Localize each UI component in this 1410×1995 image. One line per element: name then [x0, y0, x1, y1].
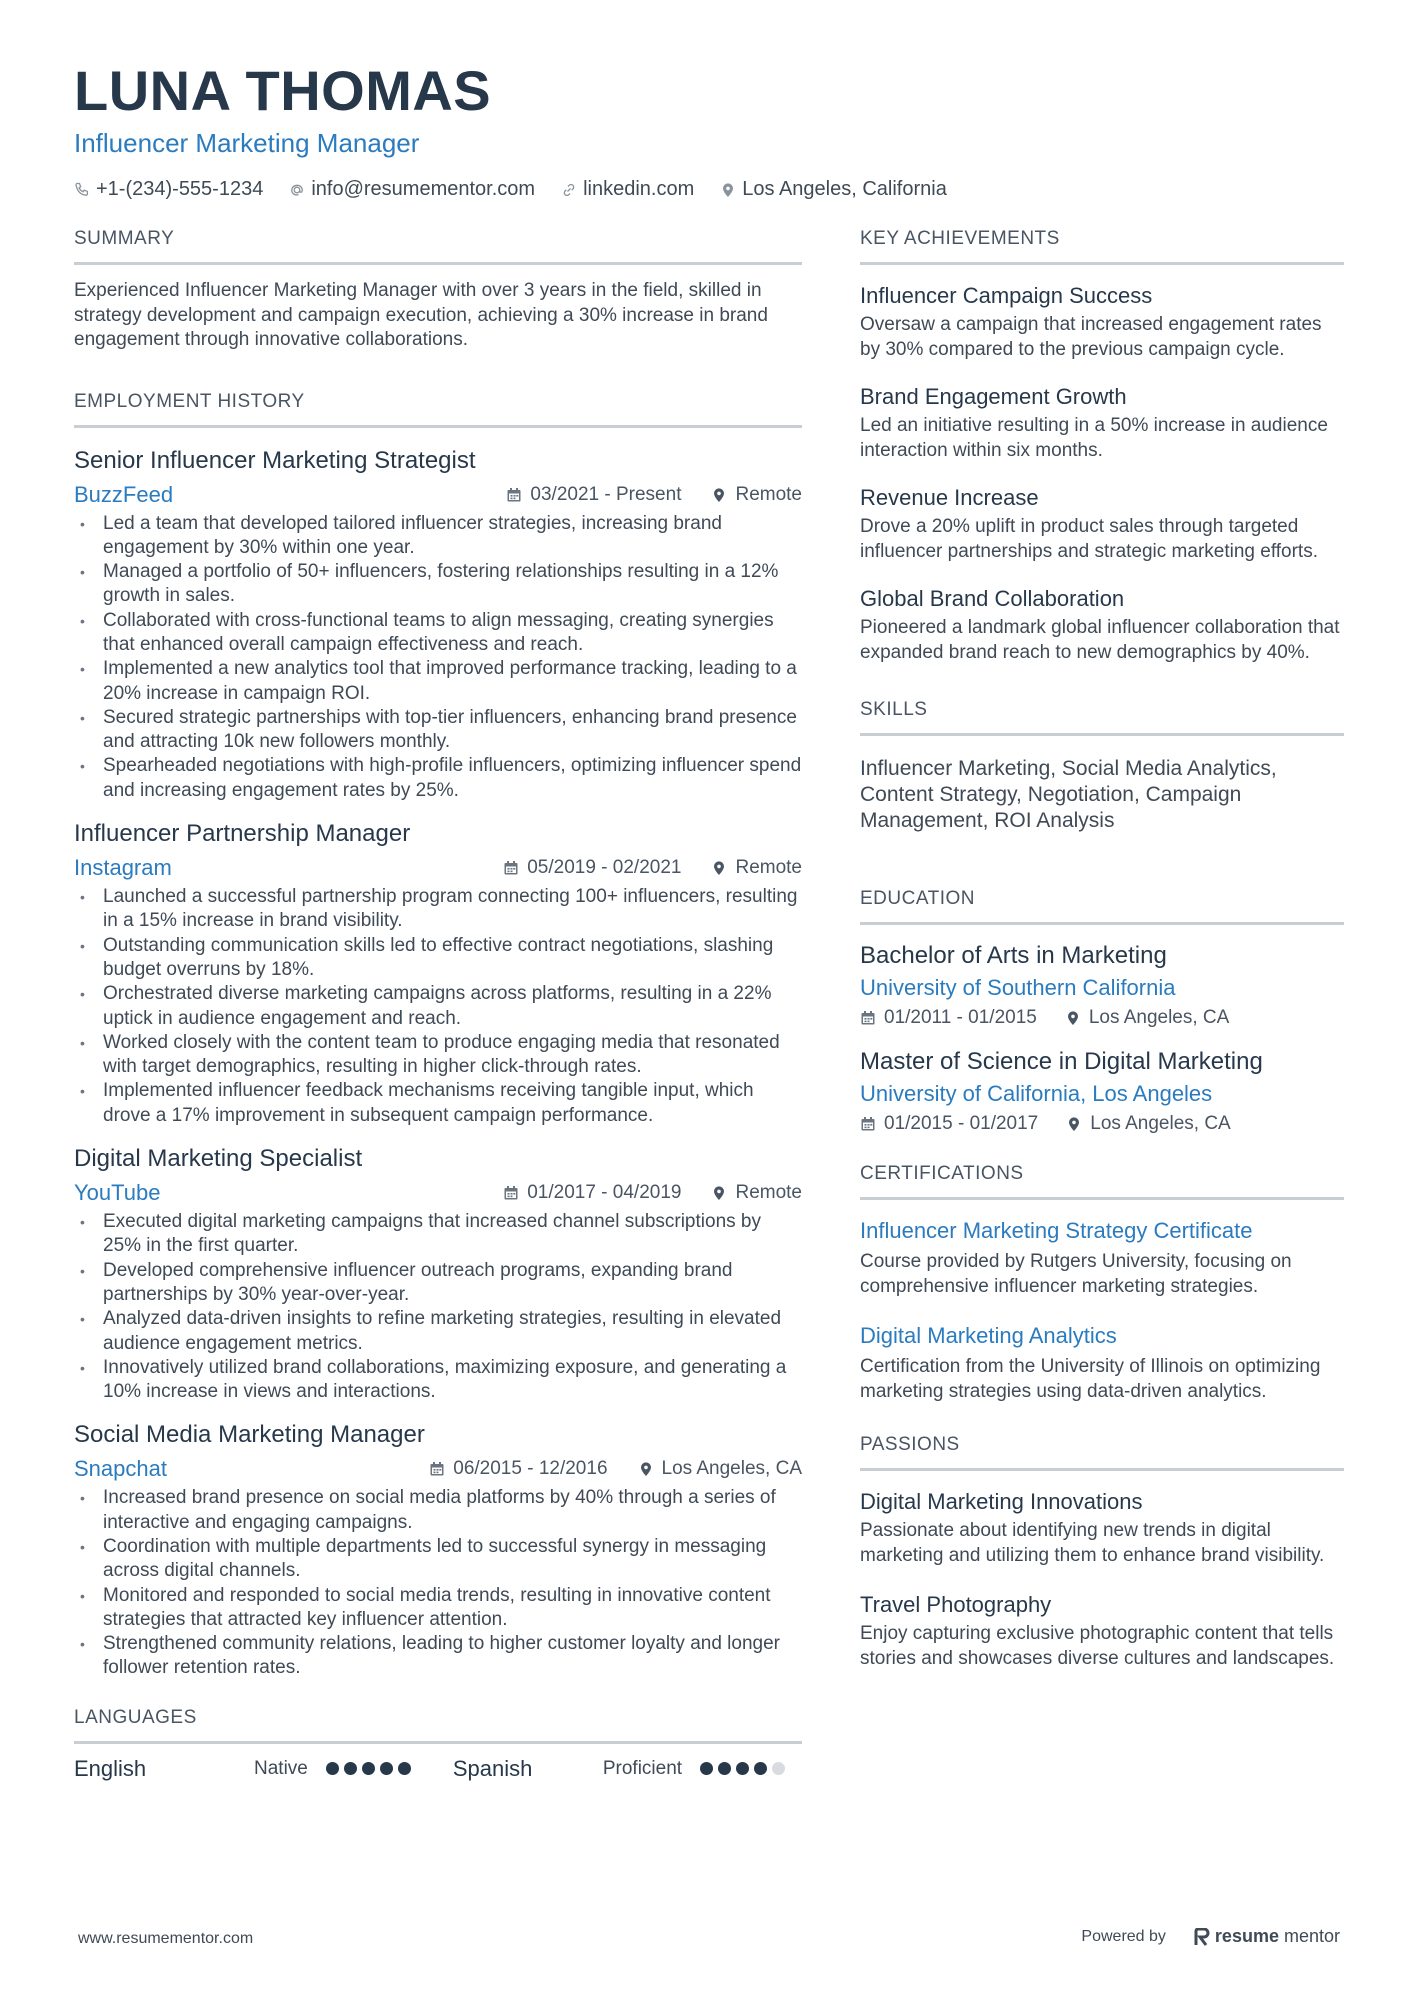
- contact-phone-text: +1-(234)-555-1234: [96, 178, 264, 200]
- rating-dot: [754, 1762, 767, 1775]
- job-bullet: • Outstanding communication skills led to effective contract negotiations, slashing budget overruns by 18%.: [74, 934, 802, 983]
- achievements-section: [860, 224, 1344, 665]
- summary-section: [74, 224, 802, 353]
- map-pin-icon: [711, 1185, 727, 1201]
- job-bullet: • Orchestrated diverse marketing campaigns across platforms, resulting in a 22% uptick in audience engagement and reach.: [74, 982, 802, 1031]
- job-title: Digital Marketing Specialist: [74, 1145, 363, 1173]
- job-title: Social Media Marketing Manager: [74, 1421, 425, 1449]
- skills-section: [860, 695, 1344, 834]
- passion-text: Enjoy capturing exclusive photographic content that tells stories and showcases diverse cultures and landscapes.: [860, 1623, 1335, 1669]
- job-meta: [74, 1178, 802, 1208]
- candidate-title: Influencer Marketing Manager: [74, 128, 420, 158]
- education-location-text: Los Angeles, CA: [1088, 1007, 1230, 1028]
- job-bullets: [74, 1210, 802, 1404]
- brand-name-bold: resume: [1214, 1926, 1279, 1946]
- education-dates: [860, 1113, 1038, 1135]
- rating-dot: [772, 1762, 785, 1775]
- map-pin-icon: [638, 1461, 654, 1477]
- achievement-item: [860, 281, 1344, 362]
- job-location: [711, 484, 802, 506]
- job-company: YouTube: [74, 1180, 161, 1206]
- contact-location-text: Los Angeles, California: [742, 178, 947, 200]
- job-dates-text: 03/2021 - Present: [530, 483, 682, 505]
- education-degree: Bachelor of Arts in Marketing: [860, 942, 1167, 969]
- map-pin-icon: [1066, 1116, 1082, 1132]
- job-details: [503, 857, 802, 879]
- certification-text: Certification from the University of Illinois on optimizing marketing strategies using data-driven analytics.: [860, 1356, 1321, 1402]
- job-dates-text: 06/2015 - 12/2016: [453, 1458, 608, 1480]
- job-bullet: • Launched a successful partnership program connecting 100+ influencers, resulting in a 15% increase in brand visibility.: [74, 885, 802, 934]
- calendar-icon: [503, 860, 519, 876]
- education-list: [860, 939, 1344, 1135]
- footer-branding: [1081, 1926, 1340, 1947]
- job-dates: [506, 484, 681, 506]
- calendar-icon: [506, 487, 522, 503]
- education-location: [1065, 1007, 1229, 1029]
- skills-text: Influencer Marketing, Social Media Analytics, Content Strategy, Negotiation, Campaign Management, ROI Analysis: [860, 757, 1277, 832]
- contact-location: [720, 178, 947, 201]
- map-pin-icon: [711, 860, 727, 876]
- job-dates: [503, 857, 681, 879]
- rating-dot: [362, 1762, 375, 1775]
- job-dates: [503, 1182, 681, 1204]
- education-degree: Master of Science in Digital Marketing: [860, 1048, 1263, 1075]
- job-meta: [74, 480, 802, 510]
- skills-heading: SKILLS: [860, 695, 1344, 736]
- certification-text: Course provided by Rutgers University, focusing on comprehensive influencer marketing strategies.: [860, 1251, 1292, 1297]
- education-details: [860, 1007, 1344, 1029]
- education-location: [1066, 1113, 1230, 1135]
- resume-header: [74, 58, 1344, 201]
- map-pin-icon: [720, 182, 736, 198]
- contact-linkedin[interactable]: [561, 178, 694, 201]
- rating-dot: [380, 1762, 393, 1775]
- passion-text: Passionate about identifying new trends in digital marketing and utilizing them to enhance brand visibility.: [860, 1520, 1325, 1566]
- job-bullet: • Increased brand presence on social media platforms by 40% through a series of interactive and engaging campaigns.: [74, 1486, 802, 1535]
- languages-section: [74, 1703, 802, 1782]
- achievement-text: Pioneered a landmark global influencer collaboration that expanded brand reach to new demographics by 40%.: [860, 617, 1340, 663]
- languages-heading: LANGUAGES: [74, 1703, 802, 1744]
- calendar-icon: [860, 1116, 876, 1132]
- achievement-title: Influencer Campaign Success: [860, 283, 1153, 308]
- passion-title: Digital Marketing Innovations: [860, 1489, 1143, 1514]
- job-location: [638, 1458, 802, 1480]
- brand-name-light: mentor: [1283, 1926, 1340, 1946]
- achievement-item: [860, 483, 1344, 564]
- certifications-heading: CERTIFICATIONS: [860, 1159, 1344, 1200]
- summary-text: Experienced Influencer Marketing Manager with over 3 years in the field, skilled in strategy development and campaign execution, achieving a 30% increase in brand engagement through innovative collaborations.: [74, 280, 768, 350]
- education-dates-text: 01/2015 - 01/2017: [884, 1113, 1039, 1134]
- job-details: [429, 1458, 802, 1480]
- achievement-text: Led an initiative resulting in a 50% increase in audience interaction within six months.: [860, 415, 1328, 461]
- education-details: [860, 1113, 1344, 1135]
- powered-by-label: Powered by: [1081, 1927, 1166, 1945]
- footer-website[interactable]: www.resumementor.com: [78, 1930, 254, 1947]
- job-location-text: Remote: [735, 483, 802, 505]
- job-bullet: • Collaborated with cross-functional teams to align messaging, creating synergies that enhanced overall campaign effectiveness and reach.: [74, 609, 802, 658]
- job-title: Senior Influencer Marketing Strategist: [74, 446, 476, 474]
- job-bullet: • Implemented a new analytics tool that improved performance tracking, leading to a 20% increase in campaign ROI.: [74, 657, 802, 706]
- passion-item: [860, 1487, 1344, 1568]
- job-bullet: • Spearheaded negotiations with high-profile influencers, optimizing influencer spend and increasing engagement rates by 25%.: [74, 754, 802, 803]
- job-entry: [74, 444, 802, 804]
- language-level: Native: [254, 1757, 308, 1779]
- rating-dot: [718, 1762, 731, 1775]
- job-bullet: • Managed a portfolio of 50+ influencers, fostering relationships resulting in a 12% growth in sales.: [74, 560, 802, 609]
- passions-section: [860, 1430, 1344, 1671]
- passion-list: [860, 1487, 1344, 1671]
- job-bullets: [74, 512, 802, 804]
- achievements-heading: KEY ACHIEVEMENTS: [860, 224, 1344, 265]
- certification-item: [860, 1216, 1344, 1299]
- achievement-title: Brand Engagement Growth: [860, 384, 1127, 409]
- job-bullet: • Led a team that developed tailored influencer strategies, increasing brand engagement by 30% within one year.: [74, 512, 802, 561]
- contact-email[interactable]: [289, 178, 535, 201]
- job-company: BuzzFeed: [74, 481, 174, 507]
- job-bullets: [74, 1486, 802, 1680]
- job-meta: [74, 1454, 802, 1484]
- language-name: Spanish: [452, 1755, 533, 1781]
- job-company: Instagram: [74, 855, 172, 881]
- achievement-title: Revenue Increase: [860, 485, 1039, 510]
- job-location: [711, 857, 802, 879]
- passions-heading: PASSIONS: [860, 1430, 1344, 1471]
- contact-linkedin-text: linkedin.com: [583, 178, 695, 200]
- job-entry: [74, 1142, 802, 1404]
- calendar-icon: [429, 1461, 445, 1477]
- education-dates: [860, 1007, 1037, 1029]
- achievement-title: Global Brand Collaboration: [860, 586, 1125, 611]
- job-entry: [74, 1418, 802, 1680]
- education-heading: EDUCATION: [860, 884, 1344, 925]
- job-bullets: [74, 885, 802, 1128]
- contact-email-text: info@resumementor.com: [311, 178, 536, 200]
- summary-heading: SUMMARY: [74, 224, 802, 265]
- certification-title: Digital Marketing Analytics: [860, 1323, 1117, 1348]
- calendar-icon: [860, 1010, 876, 1026]
- achievement-item: [860, 382, 1344, 463]
- education-item: [860, 1045, 1344, 1135]
- job-bullet: • Executed digital marketing campaigns that increased channel subscriptions by 25% in the first quarter.: [74, 1210, 802, 1259]
- job-entry: [74, 817, 802, 1128]
- job-location: [711, 1182, 802, 1204]
- job-details: [503, 1182, 802, 1204]
- job-bullet: • Innovatively utilized brand collaborations, maximizing exposure, and generating a 10% increase in views and interactions.: [74, 1356, 802, 1405]
- rating-dot: [398, 1762, 411, 1775]
- rating-dot: [700, 1762, 713, 1775]
- at-icon: [289, 182, 305, 198]
- job-dates-text: 01/2017 - 04/2019: [527, 1182, 682, 1204]
- job-bullet: • Developed comprehensive influencer outreach programs, expanding brand partnerships by 30% year-over-year.: [74, 1259, 802, 1308]
- achievement-item: [860, 584, 1344, 665]
- rating-dot: [326, 1762, 339, 1775]
- achievement-list: [860, 281, 1344, 665]
- language-rating: [700, 1762, 785, 1775]
- rating-dot: [344, 1762, 357, 1775]
- map-pin-icon: [711, 487, 727, 503]
- job-location-text: Los Angeles, CA: [661, 1458, 802, 1480]
- job-bullet: • Strengthened community relations, leading to higher customer loyalty and longer follower retention rates.: [74, 1632, 802, 1681]
- education-school: University of California, Los Angeles: [860, 1081, 1213, 1106]
- job-bullet: • Secured strategic partnerships with top-tier influencers, enhancing brand presence and attracting 10k new followers monthly.: [74, 706, 802, 755]
- certifications-section: [860, 1159, 1344, 1404]
- passion-title: Travel Photography: [860, 1592, 1052, 1617]
- job-details: [506, 484, 802, 506]
- job-bullet: • Worked closely with the content team to produce engaging media that resonated with target demographics, resulting in higher click-through rates.: [74, 1031, 802, 1080]
- job-company: Snapchat: [74, 1456, 167, 1482]
- education-section: [860, 884, 1344, 1135]
- job-bullet: • Coordination with multiple departments led to successful synergy in messaging across digital channels.: [74, 1535, 802, 1584]
- right-column: [860, 224, 1344, 1693]
- passion-item: [860, 1590, 1344, 1671]
- education-location-text: Los Angeles, CA: [1090, 1113, 1231, 1134]
- job-location-text: Remote: [735, 857, 802, 879]
- job-meta: [74, 853, 802, 883]
- job-bullet: • Monitored and responded to social media trends, resulting in innovative content strategies that attracted key influencer attention.: [74, 1584, 802, 1633]
- left-column: [74, 224, 802, 1782]
- language-name: English: [74, 1755, 147, 1781]
- employment-section: [74, 387, 802, 1681]
- rating-dot: [736, 1762, 749, 1775]
- job-bullet: • Analyzed data-driven insights to refine marketing strategies, resulting in elevated audience engagement metrics.: [74, 1307, 802, 1356]
- job-dates-text: 05/2019 - 02/2021: [527, 857, 682, 879]
- language-rating: [326, 1762, 411, 1775]
- language-list: [74, 1756, 802, 1782]
- achievement-text: Oversaw a campaign that increased engagement rates by 30% compared to the previous campaign cycle.: [860, 314, 1322, 360]
- job-list: [74, 444, 802, 1681]
- candidate-name: LUNA THOMAS: [74, 59, 492, 122]
- link-icon: [561, 182, 577, 198]
- education-item: [860, 939, 1344, 1029]
- job-bullet: • Implemented influencer feedback mechanisms receiving tangible input, which drove a 17% improvement in subsequent campaign performance.: [74, 1079, 802, 1128]
- brand-mark-icon: [1194, 1928, 1210, 1946]
- phone-icon: [74, 182, 90, 198]
- certification-title: Influencer Marketing Strategy Certificate: [860, 1218, 1253, 1243]
- contact-phone[interactable]: [74, 178, 263, 201]
- brand-logo[interactable]: [1194, 1926, 1340, 1947]
- calendar-icon: [503, 1185, 519, 1201]
- job-location-text: Remote: [735, 1182, 802, 1204]
- map-pin-icon: [1065, 1010, 1081, 1026]
- job-dates: [429, 1458, 607, 1480]
- job-title: Influencer Partnership Manager: [74, 820, 411, 848]
- education-dates-text: 01/2011 - 01/2015: [884, 1007, 1037, 1028]
- contact-bar: [74, 178, 1344, 201]
- employment-heading: EMPLOYMENT HISTORY: [74, 387, 802, 428]
- language-level: Proficient: [602, 1757, 683, 1779]
- certification-item: [860, 1321, 1344, 1404]
- achievement-text: Drove a 20% uplift in product sales through targeted influencer partnerships and strategic marketing efforts.: [860, 516, 1318, 562]
- certification-list: [860, 1216, 1344, 1404]
- education-school: University of Southern California: [860, 975, 1176, 1000]
